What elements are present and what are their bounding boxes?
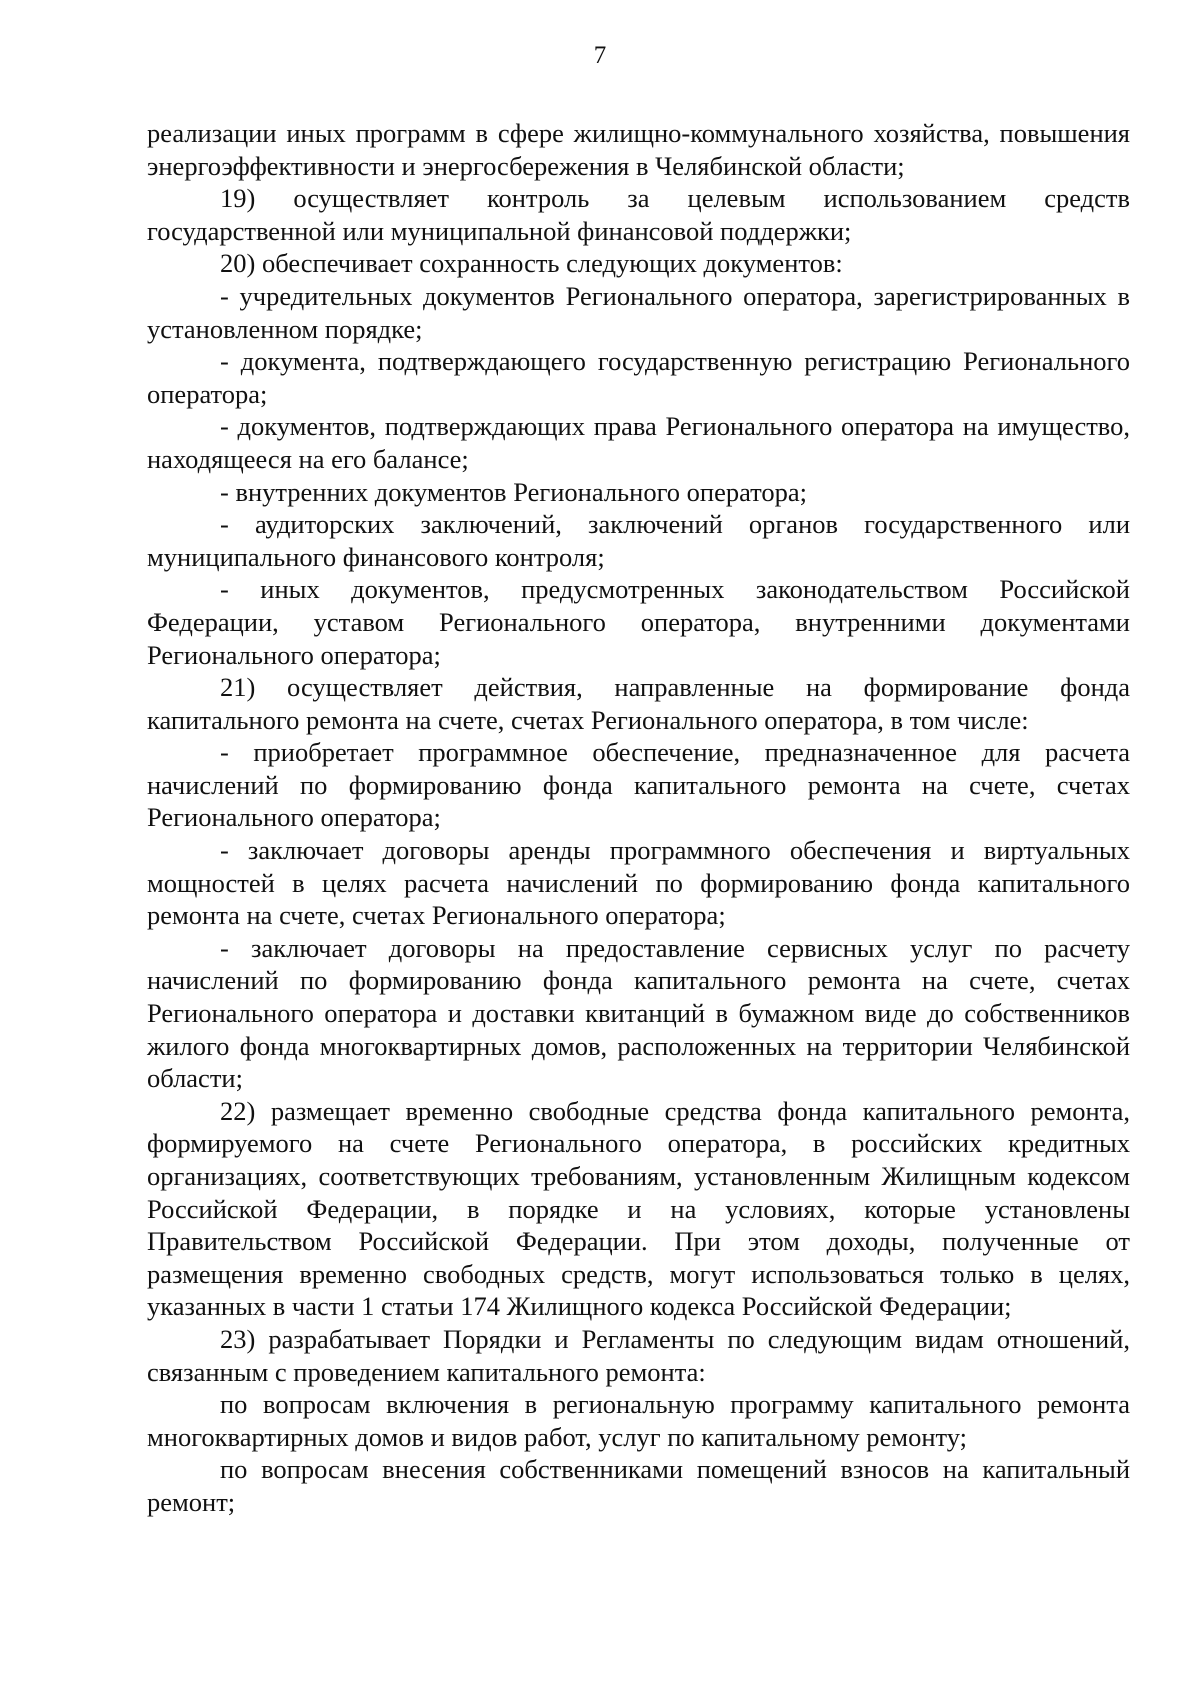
paragraph-continuation: реализации иных программ в сфере жилищно-коммунального хозяйства, повышения энергоэффективности и энергосбережения в Челябинской области; — [147, 118, 1130, 181]
paragraph-item-23: 23) разрабатывает Порядки и Регламенты по следующим видам отношений, связанным с проведением капитального ремонта: — [147, 1323, 1130, 1387]
paragraph-program-inclusion: по вопросам включения в региональную программу капитального ремонта многоквартирных домов и видов работ, услуг по капитальному ремонту; — [147, 1389, 1130, 1452]
list-item-other-documents: - иных документов, предусмотренных законодательством Российской Федерации, уставом Регионального оператора, внутренними документами Регионального оператора; — [147, 574, 1130, 670]
list-item-software-lease: - заключает договоры аренды программного обеспечения и виртуальных мощностей в целях расчета начислений по формированию фонда капитального ремонта на счете, счетах Регионального оператора; — [147, 835, 1130, 931]
list-item-service-contracts: - заключает договоры на предоставление сервисных услуг по расчету начислений по формированию фонда капитального ремонта на счете, счетах Регионального оператора и доставки квитанций в бумажном виде до собственников жилого фонда многоквартирных домов, расположенных на территории Челябинской области; — [147, 932, 1130, 1094]
page-number: 7 — [593, 42, 607, 69]
list-item-audit-reports: - аудиторских заключений, заключений органов государственного или муниципального финансового контроля; — [147, 509, 1130, 572]
list-item-founding-documents: - учредительных документов Регионального оператора, зарегистрированных в установленном порядке; — [147, 280, 1130, 344]
paragraph-item-22: 22) размещает временно свободные средства фонда капитального ремонта, формируемого на счете Регионального оператора, в российских кредитных организациях, соответствующих требованиям, установленным Жилищным кодексом Российской Федерации, в порядке и на условиях, которые установлены Правительством Российской Федерации. При этом доходы, полученные от размещения временно свободных средств, могут использоваться только в целях, указанных в части 1 статьи 174 Жилищного кодекса Российской Федерации; — [147, 1095, 1130, 1322]
paragraph-item-20: 20) обеспечивает сохранность следующих документов: — [220, 248, 843, 279]
paragraph-item-21: 21) осуществляет действия, направленные на формирование фонда капитального ремонта на счете, счетах Регионального оператора, в том числе: — [147, 672, 1130, 735]
paragraph-contributions: по вопросам внесения собственниками помещений взносов на капитальный ремонт; — [147, 1454, 1130, 1517]
list-item-software-purchase: - приобретает программное обеспечение, предназначенное для расчета начислений по формированию фонда капитального ремонта на счете, счетах Регионального оператора; — [147, 737, 1130, 833]
list-item-property-rights-documents: - документов, подтверждающих права Регионального оператора на имущество, находящееся на его балансе; — [147, 411, 1130, 474]
paragraph-item-19: 19) осуществляет контроль за целевым использованием средств государственной или муниципальной финансовой поддержки; — [147, 183, 1130, 246]
list-item-internal-documents: - внутренних документов Регионального оператора; — [220, 476, 808, 507]
list-item-registration-document: - документа, подтверждающего государственную регистрацию Регионального оператора; — [147, 346, 1130, 409]
document-body — [147, 117, 1130, 1519]
